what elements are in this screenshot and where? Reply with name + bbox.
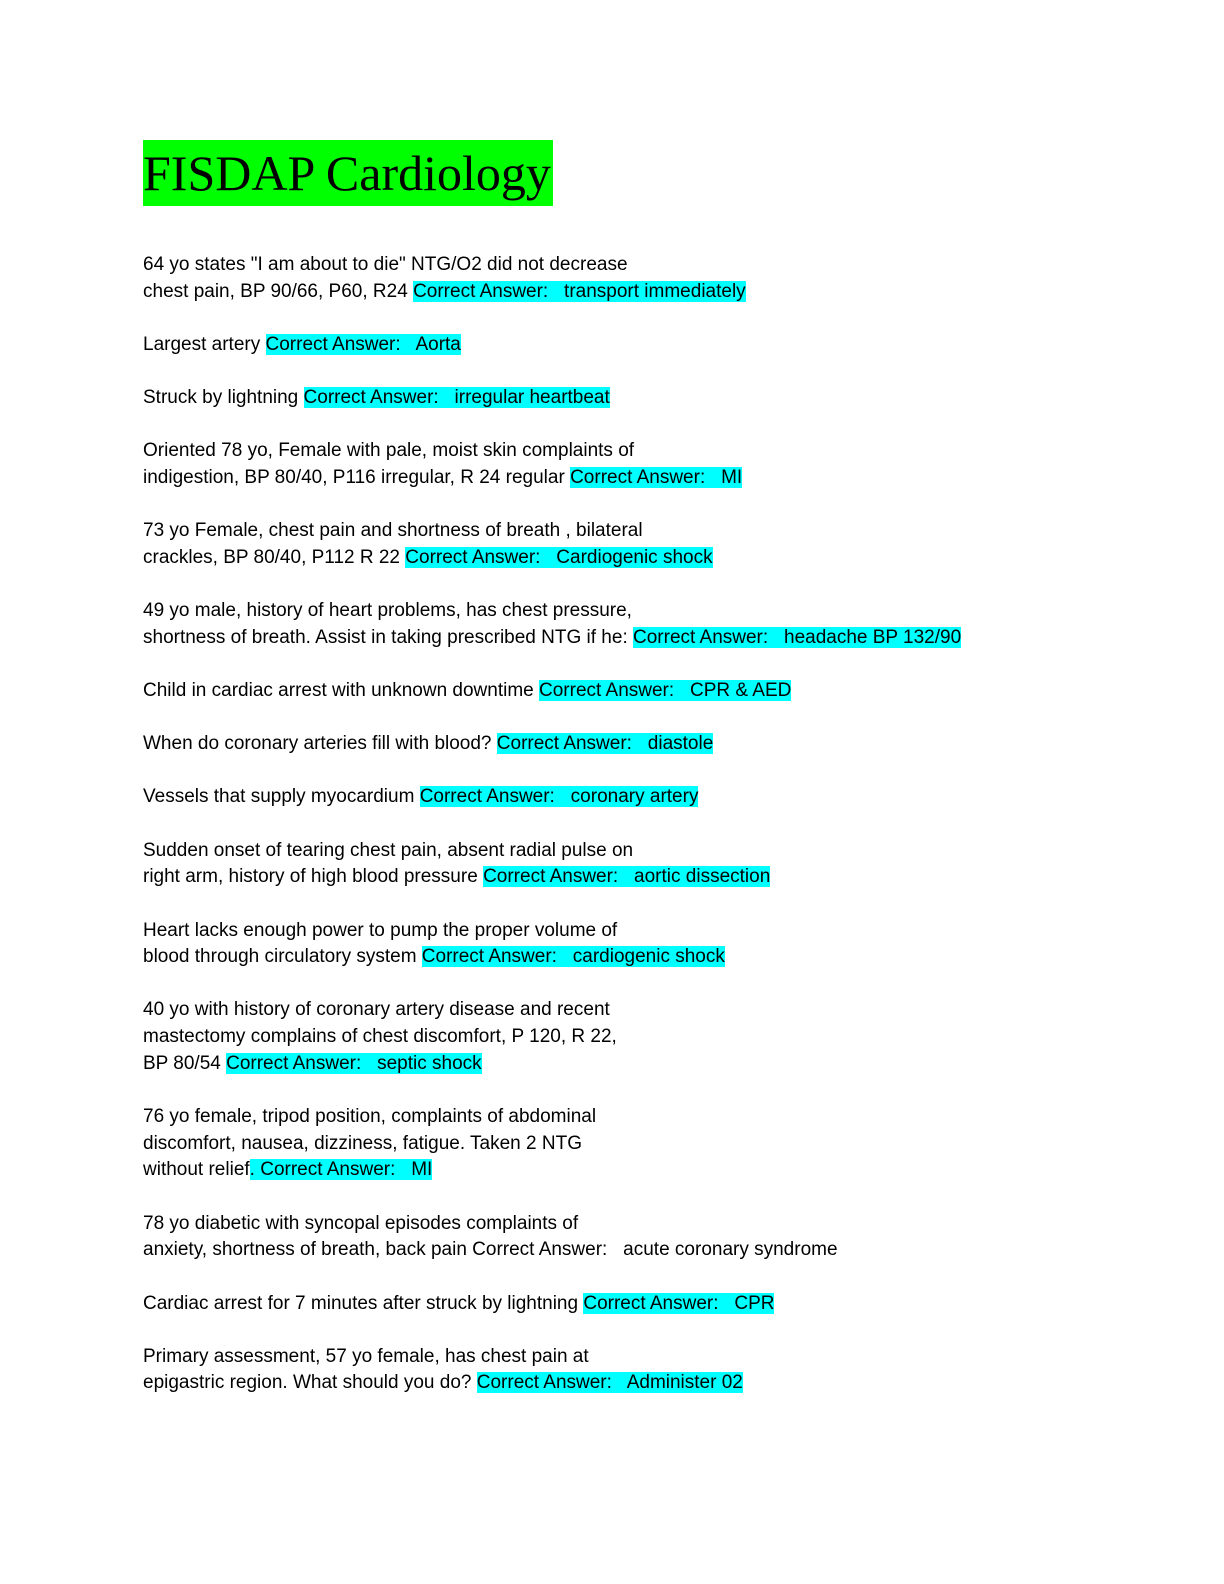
question-text: Primary assessment, 57 yo female, has chest pain at: [143, 1345, 589, 1367]
answer-text: Correct Answer: septic shock: [226, 1052, 482, 1074]
correct-answer: [266, 334, 461, 355]
qa-item: [143, 997, 1143, 1077]
answer-text: Correct Answer: Aorta: [265, 333, 461, 355]
answer-text: Correct Answer: headache BP 132/90: [633, 626, 962, 648]
question-text: mastectomy complains of chest discomfort, P 120, R 22,: [143, 1026, 617, 1048]
qa-item: [143, 731, 1143, 758]
question-line: [143, 678, 1143, 705]
question-line: [143, 784, 1143, 811]
question-text: blood through circulatory system: [143, 946, 417, 968]
question-line: [143, 918, 1143, 945]
question-text: Sudden onset of tearing chest pain, absent radial pulse on: [143, 839, 634, 861]
question-line: [143, 1131, 1143, 1158]
question-text: Cardiac arrest for 7 minutes after struck by lightning: [143, 1292, 579, 1314]
answer-lead-punctuation: .: [249, 1159, 255, 1181]
correct-answer: [226, 1053, 482, 1074]
question-line: [143, 1291, 1143, 1318]
question-line: [143, 279, 1143, 306]
question-text: 40 yo with history of coronary artery disease and recent: [143, 999, 610, 1021]
answer-text: Correct Answer: diastole: [496, 733, 714, 755]
qa-item: [143, 918, 1143, 971]
correct-answer: [250, 1159, 433, 1180]
question-text: epigastric region. What should you do?: [143, 1372, 472, 1394]
answer-text: Correct Answer: transport immediately: [413, 280, 746, 302]
answer-text: Correct Answer: Cardiogenic shock: [405, 546, 713, 568]
correct-answer: [422, 946, 725, 967]
correct-answer: [570, 467, 742, 488]
qa-list: [143, 252, 1143, 1397]
qa-item: [143, 1344, 1143, 1397]
question-text: Struck by lightning: [143, 387, 299, 409]
answer-text: Correct Answer: acute coronary syndrome: [472, 1239, 838, 1261]
question-line: [143, 385, 1143, 412]
answer-text: Correct Answer: cardiogenic shock: [421, 946, 725, 968]
question-text: When do coronary arteries fill with blood?: [143, 733, 492, 755]
question-line: [143, 438, 1143, 465]
question-text: Heart lacks enough power to pump the proper volume of: [143, 919, 618, 941]
correct-answer: [633, 627, 961, 648]
question-text: Largest artery: [143, 333, 261, 355]
question-line: [143, 1104, 1143, 1131]
answer-text: Correct Answer: MI: [570, 467, 743, 489]
question-text: Vessels that supply myocardium: [143, 786, 415, 808]
correct-answer: [583, 1293, 774, 1314]
question-line: [143, 1237, 1143, 1264]
question-text: 49 yo male, history of heart problems, has chest pressure,: [143, 600, 632, 622]
question-text: right arm, history of high blood pressure: [143, 866, 478, 888]
answer-text: Correct Answer: CPR: [583, 1292, 775, 1314]
question-text: anxiety, shortness of breath, back pain: [143, 1239, 467, 1261]
question-line: [143, 598, 1143, 625]
answer-text: Correct Answer: CPR & AED: [539, 680, 792, 702]
question-text: crackles, BP 80/40, P112 R 22: [143, 546, 401, 568]
correct-answer: [472, 1239, 837, 1260]
correct-answer: [483, 866, 770, 887]
question-text: 78 yo diabetic with syncopal episodes complaints of: [143, 1212, 579, 1234]
question-line: [143, 997, 1143, 1024]
correct-answer: [413, 281, 746, 302]
qa-item: [143, 1104, 1143, 1184]
qa-item: [143, 678, 1143, 705]
question-line: [143, 1024, 1143, 1051]
qa-item: [143, 332, 1143, 359]
question-line: [143, 838, 1143, 865]
answer-text: Correct Answer: Administer 02: [476, 1372, 743, 1394]
qa-item: [143, 438, 1143, 491]
qa-item: [143, 838, 1143, 891]
question-line: [143, 518, 1143, 545]
question-line: [143, 1344, 1143, 1371]
correct-answer: [477, 1372, 743, 1393]
question-text: shortness of breath. Assist in taking prescribed NTG if he:: [143, 626, 628, 648]
correct-answer: [497, 733, 713, 754]
qa-item: [143, 598, 1143, 651]
question-text: Child in cardiac arrest with unknown downtime: [143, 680, 534, 702]
qa-item: [143, 252, 1143, 305]
qa-item: [143, 518, 1143, 571]
answer-text: Correct Answer: MI: [260, 1159, 433, 1181]
question-text: without relief: [143, 1159, 250, 1181]
question-line: [143, 625, 1143, 652]
question-text: BP 80/54: [143, 1052, 221, 1074]
document-title: FISDAP Cardiology: [143, 140, 553, 206]
question-line: [143, 545, 1143, 572]
question-text: chest pain, BP 90/66, P60, R24: [143, 280, 408, 302]
question-line: [143, 252, 1143, 279]
question-line: [143, 864, 1143, 891]
question-line: [143, 1051, 1143, 1078]
question-line: [143, 944, 1143, 971]
correct-answer: [420, 786, 699, 807]
question-text: Oriented 78 yo, Female with pale, moist skin complaints of: [143, 440, 635, 462]
question-line: [143, 465, 1143, 492]
question-line: [143, 1157, 1143, 1184]
question-line: [143, 1211, 1143, 1238]
question-line: [143, 731, 1143, 758]
qa-item: [143, 1291, 1143, 1318]
answer-text: Correct Answer: aortic dissection: [483, 866, 771, 888]
qa-item: [143, 1211, 1143, 1264]
qa-item: [143, 385, 1143, 412]
qa-item: [143, 784, 1143, 811]
question-line: [143, 1370, 1143, 1397]
question-text: 76 yo female, tripod position, complaints of abdominal: [143, 1106, 597, 1128]
answer-text: Correct Answer: coronary artery: [419, 786, 699, 808]
question-text: indigestion, BP 80/40, P116 irregular, R 24 regular: [143, 467, 565, 489]
answer-text: Correct Answer: irregular heartbeat: [303, 387, 610, 409]
correct-answer: [304, 387, 610, 408]
document-page: [143, 140, 1143, 1424]
correct-answer: [405, 547, 712, 568]
correct-answer: [539, 680, 791, 701]
question-text: 64 yo states "I am about to die" NTG/O2 did not decrease: [143, 254, 628, 275]
question-text: discomfort, nausea, dizziness, fatigue. Taken 2 NTG: [143, 1132, 582, 1154]
question-line: [143, 332, 1143, 359]
question-text: 73 yo Female, chest pain and shortness of breath , bilateral: [143, 520, 643, 542]
